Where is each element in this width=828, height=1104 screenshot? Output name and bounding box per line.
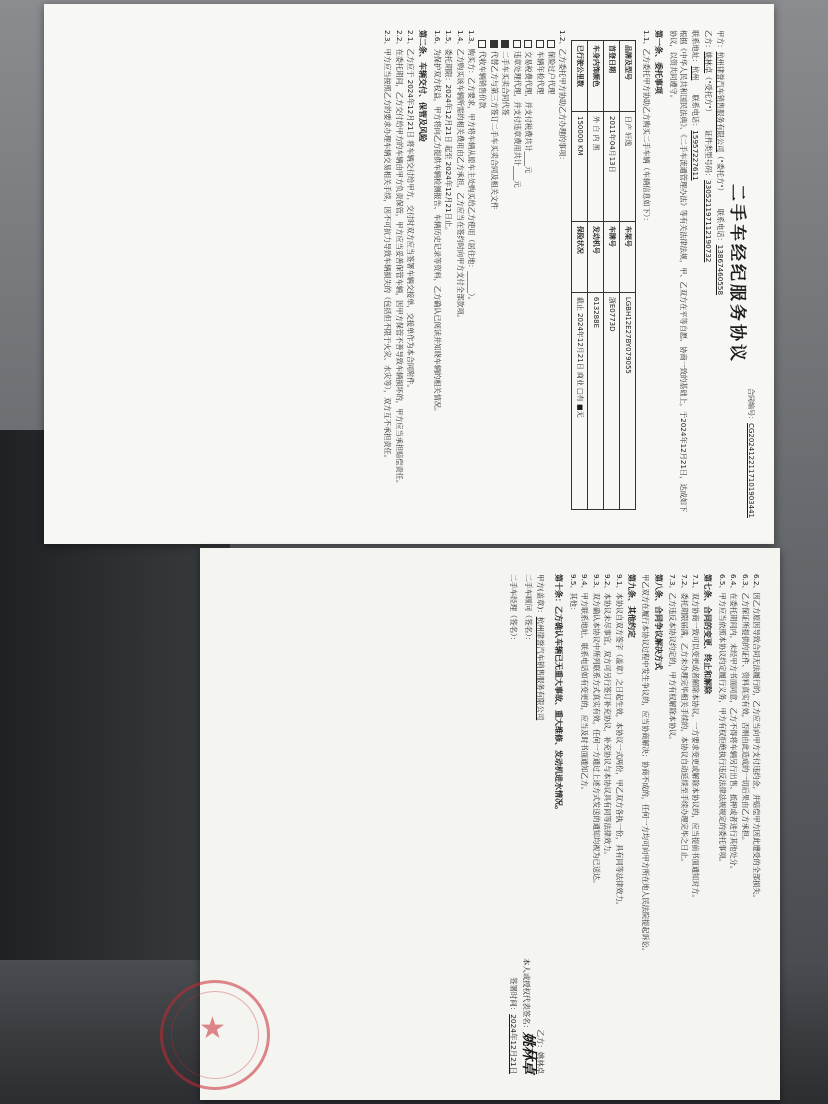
plate-label: 车牌号: [604, 221, 620, 292]
party-a-sign-label: 甲方(盖章)：: [536, 574, 546, 617]
sign-date: 2024年12月21日: [509, 1014, 519, 1074]
clause-2-3: 2.3、甲方应当按照乙方的要求办理车辆交易相关手续，因不可抗力导致车辆损失的（包括但不限于火灾、水灾等），双方互不承担责任。: [383, 30, 393, 462]
clause-7-1: 7.1、双方协商一致可以变更或者解除本协议，一方要求变更或解除本协议的，应当提前书面通知对方。: [690, 574, 700, 902]
contract-page-1: [44, 4, 774, 544]
party-b-name: 姚林卓: [703, 51, 713, 74]
party-b-label: 乙方：: [703, 30, 713, 52]
stamp-inner-ring: [171, 991, 259, 1079]
clause-7-3: 7.3、乙方违反本协议约定的，甲方有权解除本协议。: [668, 574, 678, 744]
clause-9-2: 9.2、本协议未尽事宜，双方可另行签订补充协议，补充协议与本协议具有同等法律效力。: [603, 574, 613, 859]
checkbox-icon: [479, 40, 487, 48]
party-b-address: 杭州: [691, 65, 701, 81]
engine-label: 发动机号: [588, 221, 604, 292]
list-item: [523, 40, 533, 518]
check-label: 二手车买卖合同代签: [501, 51, 511, 116]
table-row: [620, 41, 636, 510]
contract-page-2: [200, 548, 780, 1100]
signature-row-reps: [519, 574, 536, 1074]
signature-block: [508, 574, 545, 1074]
id-label: 证件类型号码：: [703, 129, 713, 181]
party-b-rep-label: 本人或授权代表签名：: [521, 958, 531, 1032]
clause-1-1: 1.1、乙方委托甲方协助乙方购买二手车辆（车辆信息如下）：: [641, 30, 651, 225]
clause-6-5: 6.5、甲方应当依照本协议约定履行义务，甲方有权拒绝执行违反法律法规规定的委托事项。: [717, 574, 727, 866]
mileage-label: 已行驶公里数: [572, 41, 588, 112]
insurance-value: 截止 2024年12月21日 商业 □有 ■无: [572, 292, 588, 509]
party-b-sign-name: 姚林卓: [536, 1051, 546, 1074]
check-label: 违章处理代理，并支付违章费用共计____元: [512, 51, 522, 188]
brand-value: 日产 轩逸: [620, 112, 636, 222]
phone-label: 联系电话：: [716, 208, 726, 245]
signature-row-parties: [535, 574, 545, 1074]
party-a-phone: 13867460558: [716, 244, 726, 296]
contract-number: [746, 30, 756, 518]
brand-label: 品牌及型号: [620, 41, 636, 112]
clause-7-2: 7.2、委托期限届满，乙方未办理完毕相关手续的，本协议自动延续至手续办理完毕之日止。: [679, 574, 689, 866]
vin-label: 车架号: [620, 221, 636, 292]
list-item: [534, 40, 544, 518]
service-checklist: [477, 30, 556, 518]
preamble: 根据《中华人民共和国民法典》、《二手车流通管理办法》等有关法律法规，甲、乙双方在平等自愿、协商一致的基础上，于2024年12月21日，达成如下协议，以资共同遵守。: [668, 30, 688, 513]
phone-label-b: 联系电话：: [691, 94, 701, 131]
registration-value: 2011年04月13日: [604, 112, 620, 222]
article-2-title: 第二条、车辆交付、保管及风险: [418, 30, 428, 142]
article-1-title: 第一条、委托事项: [654, 30, 664, 94]
check-label: 车辆年检代理: [535, 51, 545, 95]
vin-value: LGBH12E27BY079055: [620, 292, 636, 509]
clause-9-4: 9.4、甲方联系地址、联系电话如有变更的，应当及时书面通知乙方。: [580, 574, 590, 794]
article-10-title: 第十条：乙方确认车辆已无重大事故、重大维修、发动机进水情况。: [554, 574, 564, 814]
clause-1-6: 1.6、为保护双方权益，甲方将向乙方提供车辆检测报告、车辆历史记录等资料，乙方确认已阅读并知晓车辆的相关情况。: [432, 30, 442, 416]
company-seal-stamp: [160, 980, 270, 1090]
manager-sign-label: 二手车经理（签名）：: [509, 574, 519, 645]
article-9-title: 第九条、其他约定: [626, 574, 636, 638]
table-row: [588, 41, 604, 510]
registration-label: 首登日期: [604, 41, 620, 112]
party-a-name: 杭州律誉汽车销售服务有限公司: [716, 51, 726, 153]
contract-number-value: CG2024122117101903441: [747, 423, 755, 518]
check-label: 交易税费代理，并支付税费共计____元: [524, 51, 534, 174]
clause-1-4: 1.4、乙方购买该车辆所需的相关费用由乙方承担，乙方应当在签约时向甲方支付全部款项。: [455, 30, 465, 322]
clause-9-3: 9.3、双方确认本协议中所列联系方式真实有效，任何一方通过上述方式发送的通知均视为已送达。: [591, 574, 601, 888]
engine-value: 613288E: [588, 292, 604, 509]
clause-9-5: 9.5、其他：: [568, 574, 578, 615]
advisor-sign-label: 二手车顾问（签名）：: [523, 574, 533, 645]
clause-2-2: 2.2、在委托期间，乙方交付给甲方的车辆由甲方负责保管，甲方应当妥善保管车辆，因甲方保管不善导致车辆损坏的，甲方应当承担赔偿责任。: [394, 30, 404, 488]
party-b-row: [702, 30, 712, 518]
checkbox-icon: [536, 40, 544, 48]
insurance-label: 保险状况: [572, 221, 588, 292]
color-value: 外 白 内 黑: [588, 112, 604, 222]
party-b-sign-label: 乙方：: [536, 1029, 546, 1052]
party-b-role: （"受托方"）: [703, 73, 713, 116]
clause-1-5: 1.5、委托期限：2024年12月21日 起至 2024年12月21日止。: [444, 30, 454, 235]
address-row: [690, 30, 700, 518]
table-row: [604, 41, 620, 510]
check-label: 代替乙方与第三方签订二手车买卖合同及相关文件: [489, 51, 499, 210]
party-a-role: （"委托方"）: [716, 152, 726, 195]
checkbox-icon: [547, 40, 555, 48]
vehicle-info-table: [571, 40, 636, 510]
date-label: 签署时间：: [509, 977, 519, 1015]
checkbox-checked-icon: [501, 40, 509, 48]
mileage-value: 150000 KM: [572, 112, 588, 222]
table-row: [572, 41, 588, 510]
plate-value: 浙E0773D: [604, 292, 620, 509]
party-a-sign-name: 杭州律誉汽车销售服务有限公司: [536, 616, 546, 721]
article-7-title: 第七条、合同的变更、终止和解除: [703, 574, 713, 694]
color-label: 车身内饰颜色: [588, 41, 604, 112]
contract-number-label: 合同编号：: [747, 388, 755, 424]
clause-9-1: 9.1、本协议自双方签字（盖章）之日起生效，本协议一式两份，甲乙双方各执一份，具有同等法律效力。: [614, 574, 624, 909]
clause-6-4: 6.4、在委托期间内，未经甲方书面同意，乙方不得将车辆另行出售、抵押或者进行其他处分。: [729, 574, 739, 873]
list-item: [489, 40, 499, 518]
document-title: 二手车经纪服务协议: [726, 184, 747, 364]
handwritten-signature: 姚林卓: [519, 1032, 536, 1074]
clause-8: 甲乙双方在履行本协议过程中发生争议的，应当协商解决；协商不成的，任何一方均可向甲方所在地人民法院提起诉讼。: [641, 574, 651, 955]
article-8-title: 第八条、合同争议解决方式: [653, 574, 663, 670]
party-b-phone: 15957227611: [691, 130, 701, 181]
list-item: [546, 40, 556, 518]
clause-6-2: 6.2、因乙方原因导致合同无法履行的，乙方应当向甲方支付违约金，并赔偿甲方因此遭受的全部损失。: [752, 574, 761, 902]
checkbox-icon: [513, 40, 521, 48]
check-label: 代收车辆销售价款: [478, 51, 488, 109]
clause-2-1: 2.1、乙方应于 2024年12月21日 将车辆交付给甲方，交付时双方应当签署车辆交接单，交接单作为本合同附件。: [406, 30, 416, 392]
list-item: [477, 40, 487, 518]
clause-1-3: 1.3、购买方：乙方要求，甲方将车辆从原车主处购买给乙方使用（居住地：______）。: [467, 30, 477, 304]
address-label: 联系地址：: [691, 30, 701, 66]
checkbox-checked-icon: [490, 40, 498, 48]
check-label: 保险过户代理: [546, 51, 556, 95]
signature-row-date: [508, 574, 518, 1074]
clause-1-2: 1.2、乙方委托甲方协助乙方办理的事项：: [558, 30, 568, 164]
party-a-label: 甲方：: [716, 30, 726, 52]
party-a-row: [715, 30, 725, 518]
checkbox-icon: [524, 40, 532, 48]
list-item: [500, 40, 510, 518]
list-item: [511, 40, 521, 518]
clause-6-3: 6.3、乙方保证所提供的证件、资料真实有效，否则由此造成的一切后果由乙方承担。: [740, 574, 750, 845]
party-b-id: 330521197112190732: [703, 180, 713, 263]
